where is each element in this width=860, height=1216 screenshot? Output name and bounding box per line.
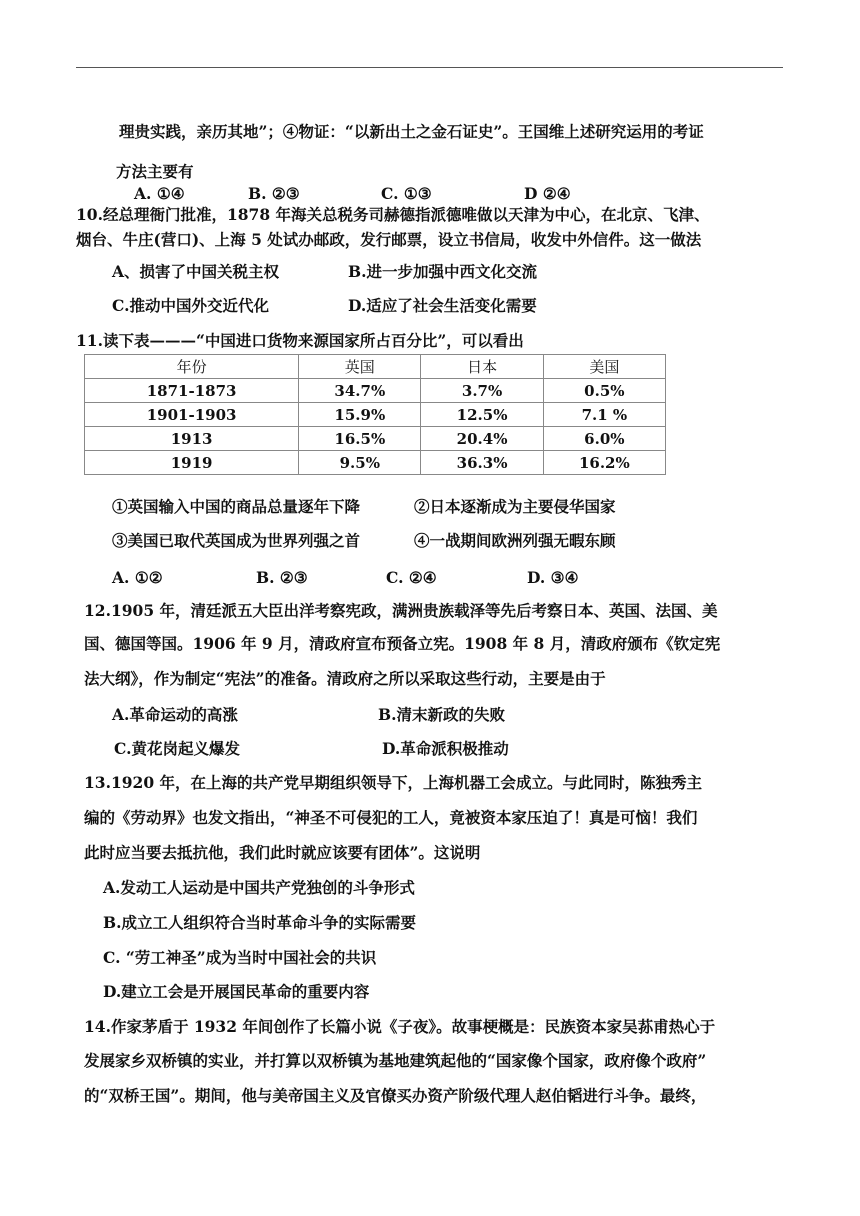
table-cell: 1871-1873 [85,379,299,403]
q10-option-b[interactable]: B.进一步加强中西文化交流 [348,262,537,281]
table-cell: 1913 [85,427,299,451]
table-header-cell: 日本 [421,355,543,379]
table-cell: 20.4% [421,427,543,451]
table-cell: 7.1 % [543,403,665,427]
q14-line2: 发展家乡双桥镇的实业，并打算以双桥镇为基地建筑起他的“国家像个国家，政府像个政府” [84,1051,707,1070]
q10-option-d[interactable]: D.适应了社会生活变化需要 [348,296,537,315]
q9-option-c[interactable]: C. ①③ [381,184,432,203]
q11-statement-1: ①英国输入中国的商品总量逐年下降 [112,497,361,516]
q11-option-b[interactable]: B. ②③ [256,568,308,587]
q12-line2: 国、德国等国。1906 年 9 月，清政府宣布预备立宪。1908 年 8 月，清政府颁布《钦定宪 [84,634,721,653]
table-header-row [85,355,666,379]
q13-option-b[interactable]: B.成立工人组织符合当时革命斗争的实际需要 [103,913,416,932]
table-header-cell: 年份 [85,355,299,379]
q13-line3: 此时应当要去抵抗他，我们此时就应该要有团体”。这说明 [84,843,481,862]
q10-line2: 烟台、牛庄(营口)、上海 5 处试办邮政，发行邮票，设立书信局，收发中外信件。这一做法 [76,230,702,249]
q11-stem: 11.读下表———“中国进口货物来源国家所占百分比”，可以看出 [76,331,524,350]
q10-line1: 10.经总理衙门批准，1878 年海关总税务司赫德指派德唯做以天津为中心，在北京、飞津、 [76,205,710,224]
q11-statement-4: ④一战期间欧洲列强无暇东顾 [414,531,616,550]
table-cell: 36.3% [421,451,543,475]
q11-option-a[interactable]: A. ①② [112,568,163,587]
table-cell: 12.5% [421,403,543,427]
table-cell: 34.7% [299,379,421,403]
q9-line1: 理贵实践，亲历其地”；④物证：“以新出土之金石证史”。王国维上述研究运用的考证 [119,122,704,141]
table-cell: 3.7% [421,379,543,403]
table-cell: 15.9% [299,403,421,427]
table-row [85,403,666,427]
table-row [85,379,666,403]
q11-statement-2: ②日本逐渐成为主要侵华国家 [414,497,616,516]
q13-line1: 13.1920 年，在上海的共产党早期组织领导下，上海机器工会成立。与此同时，陈独秀主 [84,773,703,792]
q11-option-d[interactable]: D. ③④ [527,568,579,587]
table-header-cell: 英国 [299,355,421,379]
q14-line1: 14.作家茅盾于 1932 年间创作了长篇小说《子夜》。故事梗概是：民族资本家吴荪甫热心于 [84,1017,716,1036]
q13-option-d[interactable]: D.建立工会是开展国民革命的重要内容 [103,982,370,1001]
q10-option-c[interactable]: C.推动中国外交近代化 [112,296,269,315]
table-row [85,451,666,475]
q12-option-a[interactable]: A.革命运动的高涨 [112,705,238,724]
q13-option-a[interactable]: A.发动工人运动是中国共产党独创的斗争形式 [103,878,415,897]
q10-option-a[interactable]: A、损害了中国关税主权 [112,262,280,281]
table-header-cell: 美国 [543,355,665,379]
q12-option-c[interactable]: C.黄花岗起义爆发 [114,739,240,758]
table-cell: 16.5% [299,427,421,451]
table-cell: 1901-1903 [85,403,299,427]
q9-option-b[interactable]: B. ②③ [248,184,300,203]
q11-option-c[interactable]: C. ②④ [386,568,437,587]
q12-option-d[interactable]: D.革命派积极推动 [382,739,509,758]
table-cell: 16.2% [543,451,665,475]
table-cell: 6.0% [543,427,665,451]
q9-option-d[interactable]: D ②④ [524,184,571,203]
table-cell: 9.5% [299,451,421,475]
q11-statement-3: ③美国已取代英国成为世界列强之首 [112,531,361,550]
table-row [85,427,666,451]
table-cell: 0.5% [543,379,665,403]
q12-line1: 12.1905 年，清廷派五大臣出洋考察宪政，满洲贵族载泽等先后考察日本、英国、法国、美 [84,601,718,620]
table-cell: 1919 [85,451,299,475]
q14-line3: 的“双桥王国”。期间，他与美帝国主义及官僚买办资产阶级代理人赵伯韬进行斗争。最终， [84,1086,707,1105]
q9-option-a[interactable]: A. ①④ [134,184,185,203]
import-source-table [84,354,666,475]
q13-option-c[interactable]: C. “劳工神圣”成为当时中国社会的共识 [103,948,377,967]
q9-line2: 方法主要有 [116,162,194,181]
q13-line2: 编的《劳动界》也发文指出，“神圣不可侵犯的工人，竟被资本家压迫了！真是可恼！我们 [84,808,698,827]
header-rule [76,67,783,68]
q12-line3: 法大纲》，作为制定“宪法”的准备。清政府之所以采取这些行动，主要是由于 [84,669,606,688]
q12-option-b[interactable]: B.清末新政的失败 [378,705,505,724]
